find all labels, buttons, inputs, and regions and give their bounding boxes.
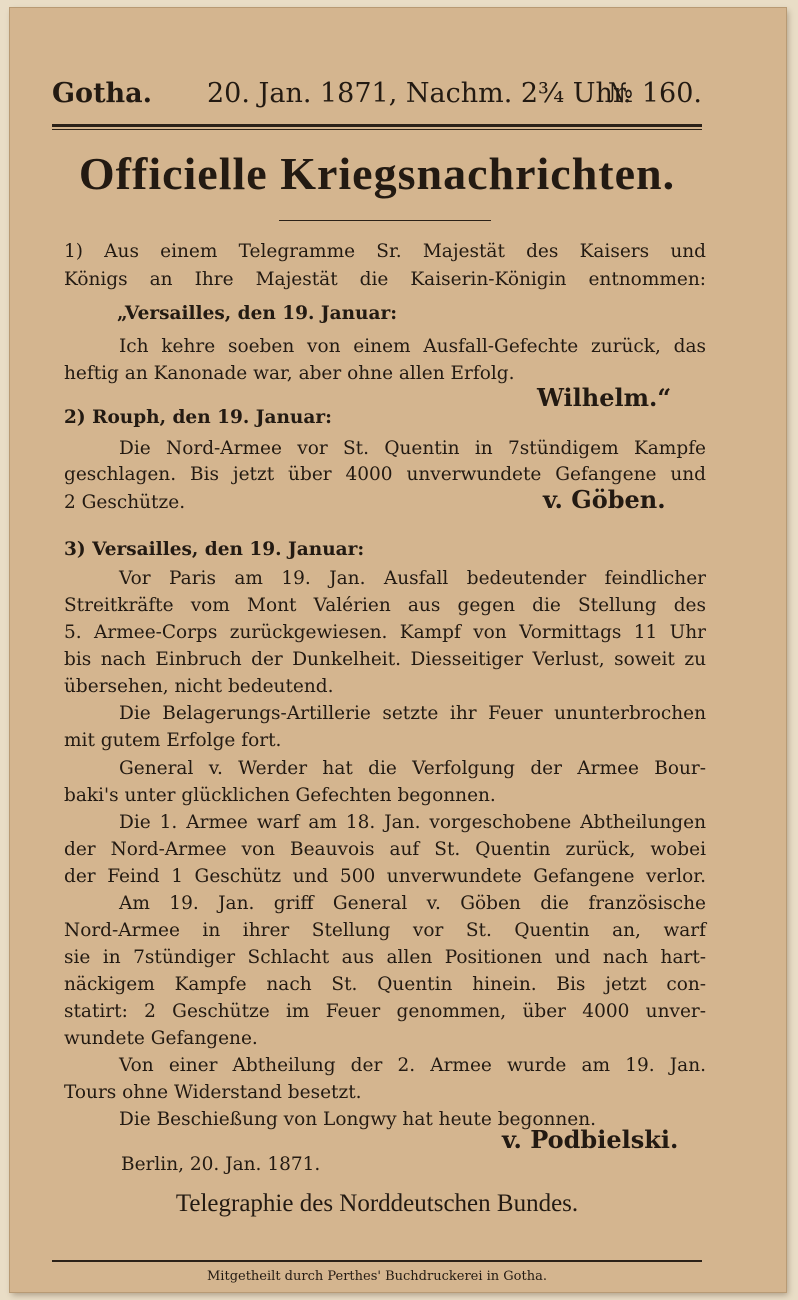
masthead-place: Gotha. xyxy=(52,78,153,109)
signature: v. Göben. xyxy=(543,485,666,514)
text-line: General v. Werder hat die Verfolgung der Armee Bour- xyxy=(119,758,706,779)
page-title: Officielle Kriegsnachrichten. xyxy=(78,148,676,199)
text-line: der Feind 1 Geschütz und 500 unverwundete Gefangene verlor. xyxy=(64,866,706,887)
text-line: Die Belagerungs-Artillerie setzte ihr Feuer ununterbrochen xyxy=(119,703,706,724)
text-line: 5. Armee-Corps zurückgewiesen. Kampf von Vormittags 11 Uhr xyxy=(64,622,706,643)
signature: Wilhelm.“ xyxy=(537,383,672,412)
text-line: statirt: 2 Geschütze im Feuer genommen, über 4000 unver- xyxy=(64,1001,706,1022)
text-line: mit gutem Erfolge fort. xyxy=(64,730,282,751)
masthead-number: № 160. xyxy=(607,78,702,109)
masthead-datetime: 20. Jan. 1871, Nachm. 2¾ Uhr. xyxy=(207,78,632,109)
dateline: 2) Rouph, den 19. Januar: xyxy=(64,407,332,428)
text-line: 2 Geschütze. xyxy=(64,492,186,513)
text-line: übersehen, nicht bedeutend. xyxy=(64,676,334,697)
text-line: 1) Aus einem Telegramme Sr. Majestät des Kaisers und xyxy=(64,241,706,262)
text-line: Die 1. Armee warf am 18. Jan. vorgeschobene Abtheilungen xyxy=(119,812,706,833)
text-line: der Nord-Armee von Beauvois auf St. Quentin zurück, wobei xyxy=(64,839,706,860)
text-line: heftig an Kanonade war, aber ohne allen Erfolg. xyxy=(64,363,515,384)
title-underline xyxy=(279,220,491,221)
signature: v. Podbielski. xyxy=(502,1125,679,1154)
header-rule-thick xyxy=(52,124,702,127)
text-line: Am 19. Jan. griff General v. Göben die französische xyxy=(119,893,706,914)
text-line: wundete Gefangene. xyxy=(64,1028,258,1049)
text-line: Ich kehre soeben von einem Ausfall-Gefechte zurück, das xyxy=(119,336,706,357)
text-line: Streitkräfte vom Mont Valérien aus gegen die Stellung des xyxy=(64,595,706,616)
dateline: „Versailles, den 19. Januar: xyxy=(117,303,398,324)
text-line: sie in 7stündiger Schlacht aus allen Positionen und nach hart- xyxy=(64,947,706,968)
telegraph-credit: Telegraphie des Norddeutschen Bundes. xyxy=(175,1190,579,1217)
footer-rule xyxy=(52,1260,702,1262)
text-line: Tours ohne Widerstand besetzt. xyxy=(64,1082,362,1103)
text-line: näckigem Kampfe nach St. Quentin hinein. Bis jetzt con- xyxy=(64,974,706,995)
text-line: Die Nord-Armee vor St. Quentin in 7stündigem Kampfe xyxy=(119,438,706,459)
text-line: baki's unter glücklichen Gefechten begonnen. xyxy=(64,785,496,806)
dateline: 3) Versailles, den 19. Januar: xyxy=(64,539,365,560)
masthead xyxy=(52,78,702,118)
text-line: Nord-Armee in ihrer Stellung vor St. Quentin an, warf xyxy=(64,920,706,941)
text-line: Vor Paris am 19. Jan. Ausfall bedeutender feindlicher xyxy=(119,568,706,589)
text-line: bis nach Einbruch der Dunkelheit. Diesseitiger Verlust, soweit zu xyxy=(64,649,706,670)
header-rule-thin xyxy=(52,129,702,130)
text-line: geschlagen. Bis jetzt über 4000 unverwundete Gefangene und xyxy=(64,464,706,485)
text-line: Die Beschießung von Longwy hat heute begonnen. xyxy=(119,1109,597,1130)
dateline-berlin: Berlin, 20. Jan. 1871. xyxy=(121,1154,321,1175)
printer-imprint: Mitgetheilt durch Perthes' Buchdruckerei in Gotha. xyxy=(207,1269,547,1284)
text-line: Königs an Ihre Majestät die Kaiserin-Königin entnommen: xyxy=(64,269,706,290)
text-line: Von einer Abtheilung der 2. Armee wurde am 19. Jan. xyxy=(119,1055,706,1076)
